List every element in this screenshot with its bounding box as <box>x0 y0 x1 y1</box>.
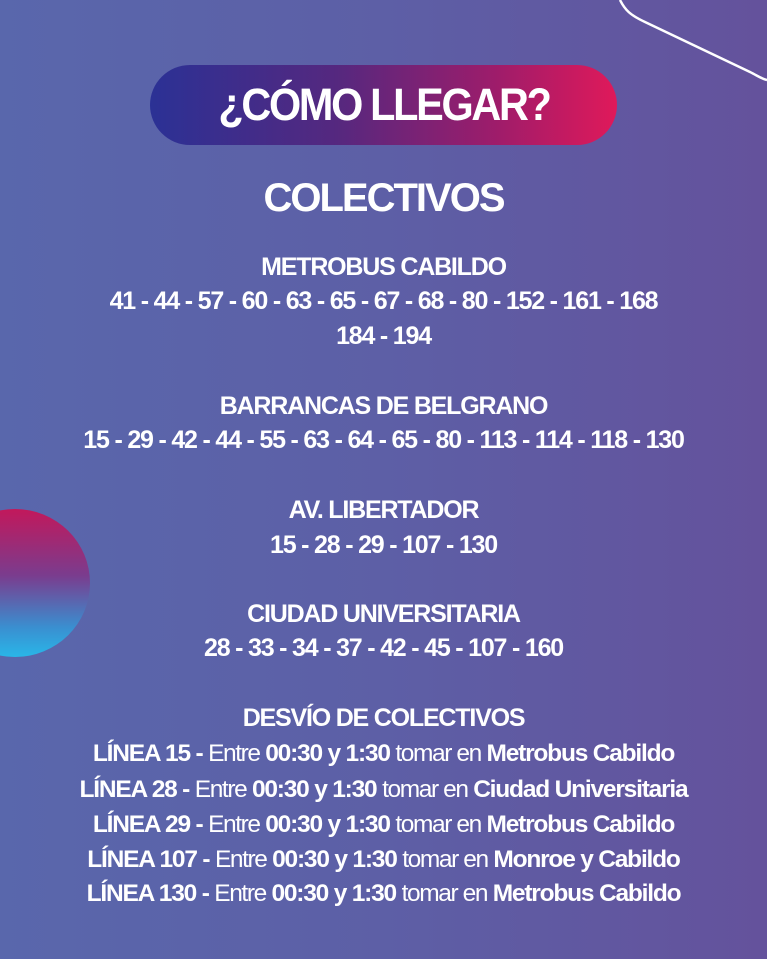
bus-lines-av-libertador: 15 - 28 - 29 - 107 - 130 <box>270 531 497 559</box>
title-banner <box>150 65 617 145</box>
detour-time-range: 00:30 y 1:30 <box>265 740 390 767</box>
detour-line-number: LÍNEA 15 - <box>92 740 203 767</box>
bus-lines-barrancas-de-belgrano: 15 - 29 - 42 - 44 - 55 - 63 - 64 - 65 - 80 - 113 - 114 - 118 - 130 <box>83 426 684 454</box>
detour-line-number: LÍNEA 28 - <box>79 776 190 803</box>
detour-place: Monroe y Cabildo <box>493 846 680 873</box>
detour-place: Metrobus Cabildo <box>486 811 675 838</box>
stop-heading-av-libertador: AV. LIBERTADOR <box>288 496 479 524</box>
detour-take-label: tomar en <box>395 740 481 767</box>
detour-place: Ciudad Universitaria <box>473 776 688 803</box>
detour-take-label: tomar en <box>401 880 488 907</box>
detour-item <box>0 776 767 804</box>
detour-place: Metrobus Cabildo <box>486 740 675 767</box>
page-title: ¿CÓMO LLEGAR? <box>217 79 550 130</box>
detour-between-label: Entre <box>208 811 260 838</box>
detour-line-number: LÍNEA 29 - <box>92 811 203 838</box>
detour-item <box>0 880 767 908</box>
detour-between-label: Entre <box>208 740 260 767</box>
detour-item <box>0 740 767 768</box>
bus-lines-metrobus-cabildo-2: 184 - 194 <box>336 322 431 350</box>
detour-line-number: LÍNEA 107 - <box>87 846 210 873</box>
bus-lines-ciudad-universitaria: 28 - 33 - 34 - 37 - 42 - 45 - 107 - 160 <box>204 634 563 662</box>
detour-between-label: Entre <box>214 846 267 873</box>
detours-heading: DESVÍO DE COLECTIVOS <box>242 704 525 732</box>
detour-line-number: LÍNEA 130 - <box>86 880 209 907</box>
detour-time-range: 00:30 y 1:30 <box>251 776 377 803</box>
detour-between-label: Entre <box>214 880 266 907</box>
detour-time-range: 00:30 y 1:30 <box>272 846 397 873</box>
detour-time-range: 00:30 y 1:30 <box>271 880 396 907</box>
detour-between-label: Entre <box>194 776 247 803</box>
detour-take-label: tomar en <box>402 846 488 873</box>
detour-time-range: 00:30 y 1:30 <box>265 811 390 838</box>
stop-heading-metrobus-cabildo: METROBUS CABILDO <box>261 253 506 281</box>
bus-lines-metrobus-cabildo-1: 41 - 44 - 57 - 60 - 63 - 65 - 67 - 68 - 80 - 152 - 161 - 168 <box>109 287 658 315</box>
detour-item <box>0 846 767 874</box>
section-heading-colectivos: COLECTIVOS <box>263 176 504 220</box>
detour-take-label: tomar en <box>395 811 481 838</box>
stop-heading-ciudad-universitaria: CIUDAD UNIVERSITARIA <box>247 600 520 628</box>
detour-take-label: tomar en <box>382 776 468 803</box>
detour-place: Metrobus Cabildo <box>492 880 681 907</box>
detour-item <box>0 811 767 839</box>
stop-heading-barrancas-de-belgrano: BARRANCAS DE BELGRANO <box>219 392 548 420</box>
